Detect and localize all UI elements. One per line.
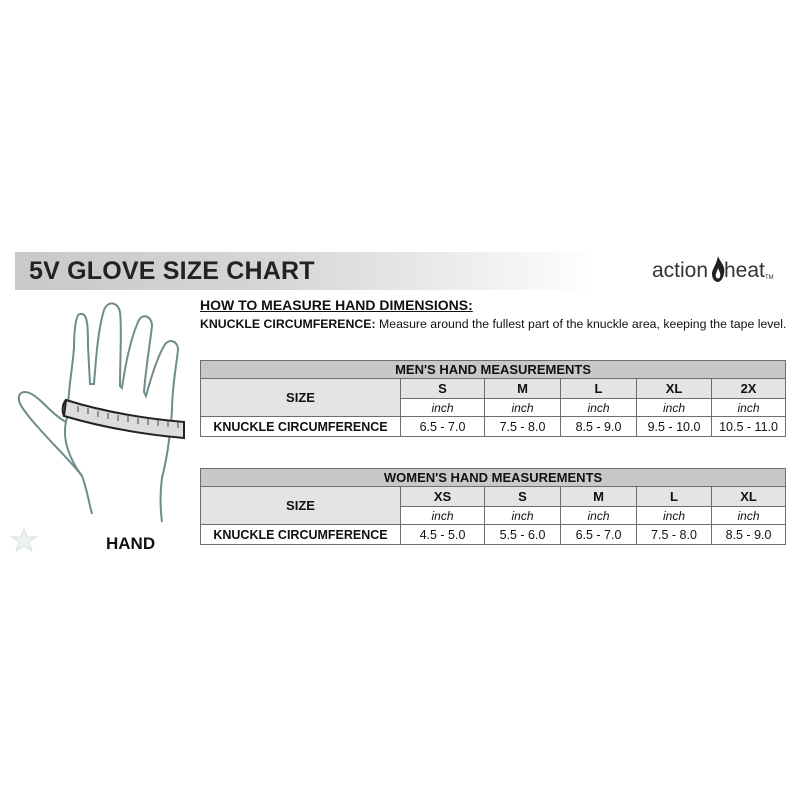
- logo-trademark: TM: [765, 275, 774, 281]
- mens-size-table: [200, 360, 786, 437]
- logo-text-heat: heat: [724, 259, 765, 282]
- mens-value-cell: 10.5 - 11.0: [712, 417, 786, 437]
- mens-value-cell: 7.5 - 8.0: [485, 417, 561, 437]
- mens-unit-cell: inch: [712, 399, 786, 417]
- womens-table-row: [201, 525, 786, 545]
- womens-unit-cell: inch: [485, 507, 561, 525]
- womens-value-cell: 4.5 - 5.0: [401, 525, 485, 545]
- mens-value-cell: 9.5 - 10.0: [637, 417, 712, 437]
- star-icon: [10, 528, 38, 552]
- measure-instructions-title: HOW TO MEASURE HAND DIMENSIONS:: [200, 297, 473, 313]
- mens-row-label: KNUCKLE CIRCUMFERENCE: [201, 417, 401, 437]
- logo-text-action: action: [652, 259, 709, 282]
- womens-unit-cell: inch: [712, 507, 786, 525]
- brand-logo: [652, 254, 772, 290]
- womens-size-table: [200, 468, 786, 545]
- hand-outline-icon: [8, 300, 198, 550]
- womens-size-cell: M: [561, 487, 637, 507]
- mens-unit-cell: inch: [637, 399, 712, 417]
- womens-row-label: KNUCKLE CIRCUMFERENCE: [201, 525, 401, 545]
- womens-unit-cell: inch: [401, 507, 485, 525]
- womens-value-cell: 7.5 - 8.0: [637, 525, 712, 545]
- mens-unit-cell: inch: [401, 399, 485, 417]
- hand-label: HAND: [106, 534, 156, 553]
- page-title: 5V GLOVE SIZE CHART: [29, 257, 315, 285]
- measure-instructions: [200, 318, 790, 331]
- mens-size-cell: 2X: [712, 379, 786, 399]
- womens-value-cell: 8.5 - 9.0: [712, 525, 786, 545]
- mens-unit-cell: inch: [485, 399, 561, 417]
- mens-unit-cell: inch: [561, 399, 637, 417]
- womens-size-cell: S: [485, 487, 561, 507]
- mens-size-cell: XL: [637, 379, 712, 399]
- mens-size-cell: S: [401, 379, 485, 399]
- title-banner: [15, 252, 595, 290]
- womens-size-cell: XS: [401, 487, 485, 507]
- mens-table-row: [201, 417, 786, 437]
- measure-instructions-label: KNUCKLE CIRCUMFERENCE:: [200, 317, 376, 331]
- womens-table-title: WOMEN'S HAND MEASUREMENTS: [201, 469, 786, 487]
- womens-unit-cell: inch: [637, 507, 712, 525]
- mens-value-cell: 6.5 - 7.0: [401, 417, 485, 437]
- mens-table-title: MEN'S HAND MEASUREMENTS: [201, 361, 786, 379]
- mens-value-cell: 8.5 - 9.0: [561, 417, 637, 437]
- mens-size-cell: M: [485, 379, 561, 399]
- womens-size-header: SIZE: [201, 487, 401, 525]
- womens-size-cell: XL: [712, 487, 786, 507]
- womens-size-cell: L: [637, 487, 712, 507]
- mens-size-header: SIZE: [201, 379, 401, 417]
- womens-value-cell: 5.5 - 6.0: [485, 525, 561, 545]
- womens-value-cell: 6.5 - 7.0: [561, 525, 637, 545]
- measure-instructions-text: Measure around the fullest part of the knuckle area, keeping the tape level.: [375, 317, 787, 331]
- womens-unit-cell: inch: [561, 507, 637, 525]
- mens-size-cell: L: [561, 379, 637, 399]
